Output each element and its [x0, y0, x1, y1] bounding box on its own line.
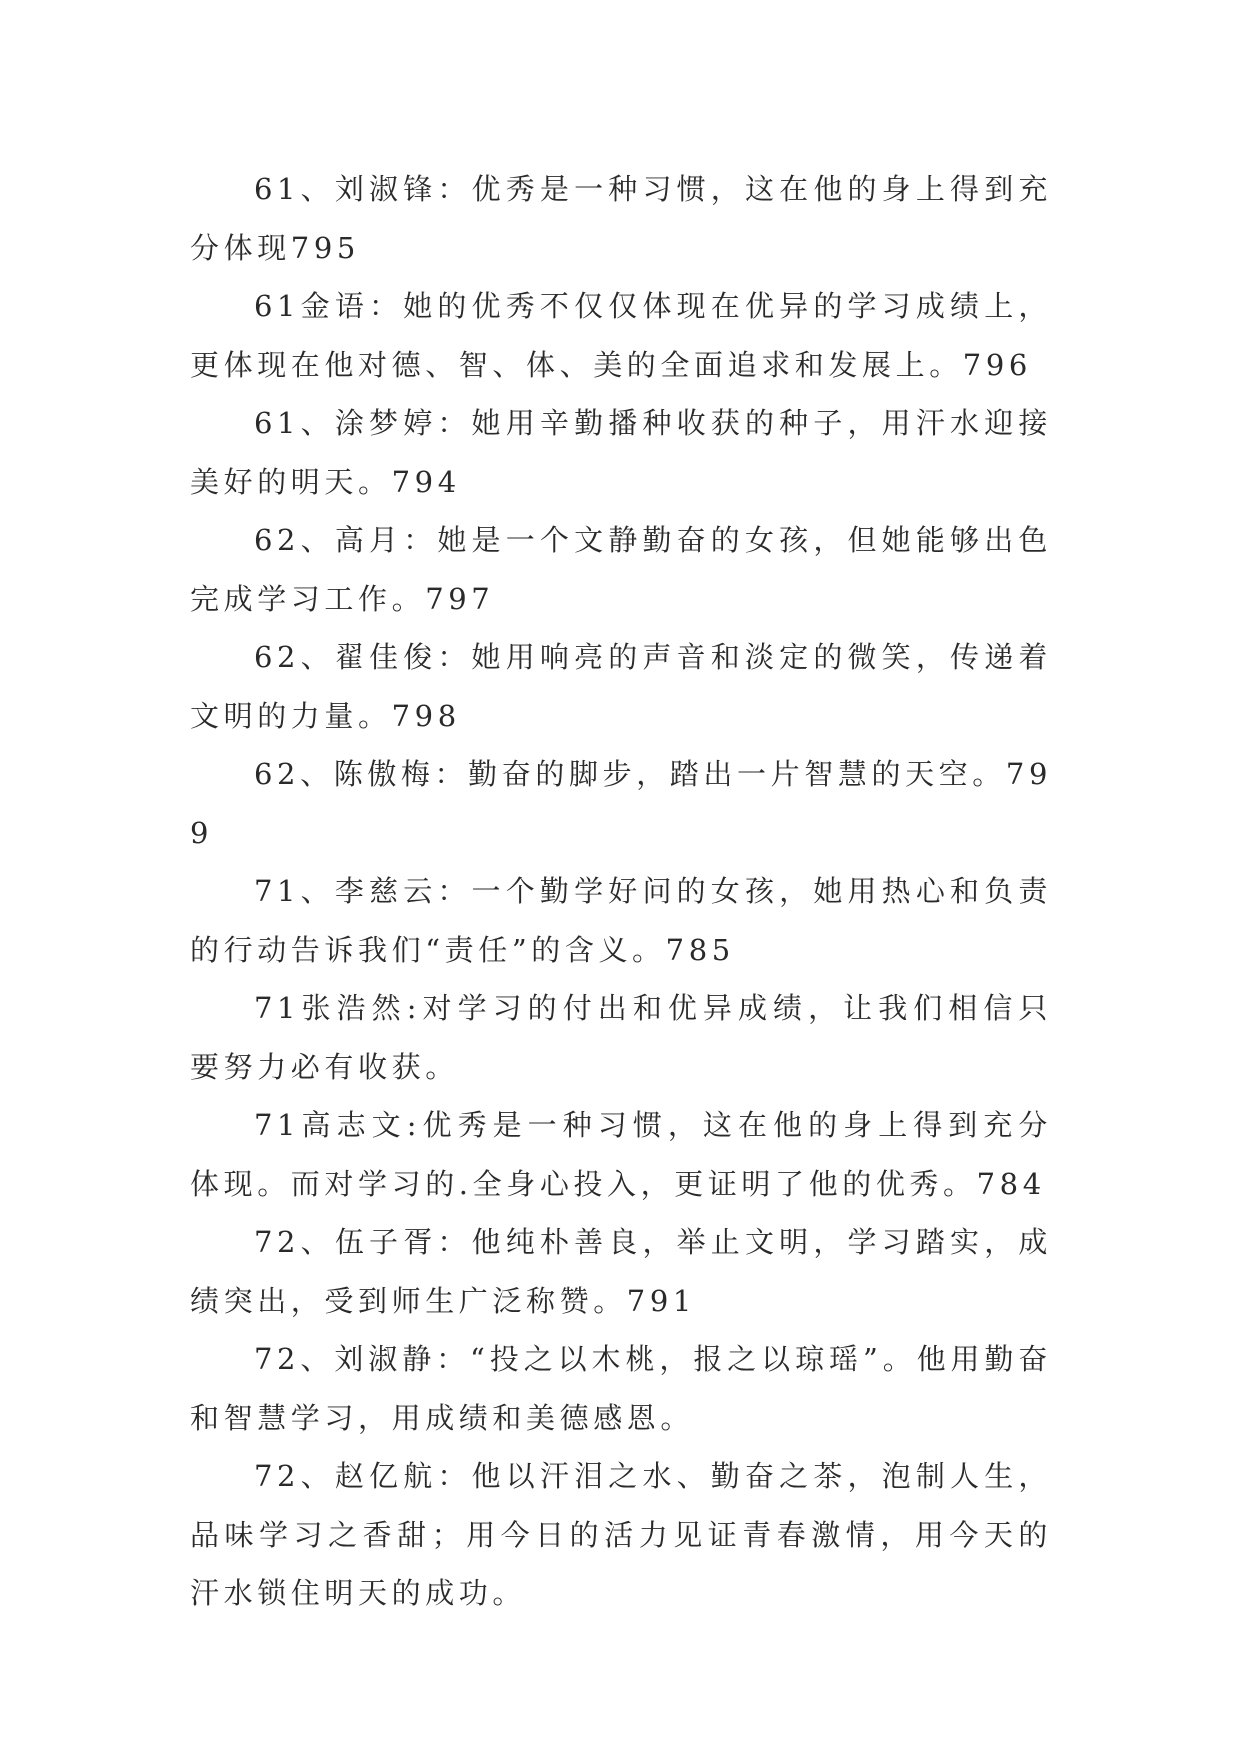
paragraph: 72、伍子胥：他纯朴善良，举止文明，学习踏实，成绩突出，受到师生广泛称赞。791	[190, 1225, 1052, 1318]
paragraph: 71张浩然:对学习的付出和优异成绩，让我们相信只要努力必有收获。	[190, 991, 1052, 1084]
paragraph: 71高志文:优秀是一种习惯，这在他的身上得到充分体现。而对学习的.全身心投入，更证明了他的优秀。784	[190, 1108, 1052, 1201]
paragraph: 62、翟佳俊：她用响亮的声音和淡定的微笑，传递着文明的力量。798	[190, 640, 1052, 733]
paragraph: 61、刘淑锋：优秀是一种习惯，这在他的身上得到充分体现795	[190, 172, 1052, 265]
paragraph: 71、李慈云：一个勤学好问的女孩，她用热心和负责的行动告诉我们“责任”的含义。785	[190, 874, 1052, 967]
document-body	[190, 160, 1052, 1623]
paragraph: 61金语：她的优秀不仅仅体现在优异的学习成绩上，更体现在他对德、智、体、美的全面追求和发展上。796	[190, 289, 1052, 382]
paragraph: 62、陈傲梅：勤奋的脚步，踏出一片智慧的天空。799	[190, 757, 1052, 850]
paragraph: 72、刘淑静：“投之以木桃，报之以琼瑶”。他用勤奋和智慧学习，用成绩和美德感恩。	[190, 1342, 1052, 1435]
paragraph: 61、涂梦婷：她用辛勤播种收获的种子，用汗水迎接美好的明天。794	[190, 406, 1052, 499]
paragraph: 72、赵亿航：他以汗泪之水、勤奋之茶，泡制人生，品味学习之香甜；用今日的活力见证青春激情，用今天的汗水锁住明天的成功。	[190, 1459, 1052, 1610]
paragraph: 62、高月：她是一个文静勤奋的女孩，但她能够出色完成学习工作。797	[190, 523, 1052, 616]
